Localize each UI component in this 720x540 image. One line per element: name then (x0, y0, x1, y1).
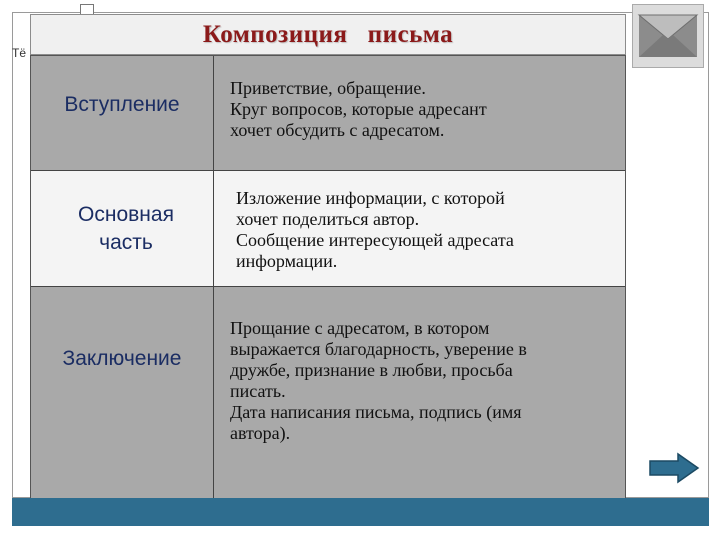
title-bar (30, 14, 626, 55)
bottom-bar (12, 498, 709, 526)
row-label-introduction: Вступление (31, 56, 214, 170)
composition-table (30, 55, 626, 500)
content-line: хочет поделиться автор. (236, 209, 420, 230)
content-line: Сообщение интересующей адресата (236, 230, 514, 251)
table-row (31, 56, 625, 171)
table-row (31, 171, 625, 287)
content-line: Дата написания письма, подпись (имя (230, 402, 522, 423)
content-line: Приветствие, обращение. (230, 78, 426, 98)
content-line: Прощание с адресатом, в котором (230, 318, 490, 338)
envelope-icon (632, 4, 704, 68)
corner-mark: Тё (12, 46, 27, 60)
row-content (214, 287, 625, 499)
arrow-right-icon[interactable] (648, 452, 700, 484)
row-label-conclusion: Заключение (31, 287, 214, 499)
label-line: часть (99, 230, 153, 254)
content-line: информации. (236, 251, 338, 272)
row-content (214, 56, 625, 170)
label-line: Основная (78, 203, 174, 227)
content-line: Изложение информации, с которой (236, 188, 505, 208)
content-line: хочет обсудить с адресатом. (230, 120, 445, 141)
slide-title: Композиция письма (202, 20, 454, 48)
row-content (214, 171, 625, 286)
table-row (31, 287, 625, 499)
content-line: писать. (230, 381, 286, 402)
content-line: Круг вопросов, которые адресант (230, 99, 487, 120)
content-line: автора). (230, 423, 291, 444)
content-line: дружбе, признание в любви, просьба (230, 360, 513, 381)
row-label-main-part (31, 171, 214, 286)
content-line: выражается благодарность, уверение в (230, 339, 527, 360)
